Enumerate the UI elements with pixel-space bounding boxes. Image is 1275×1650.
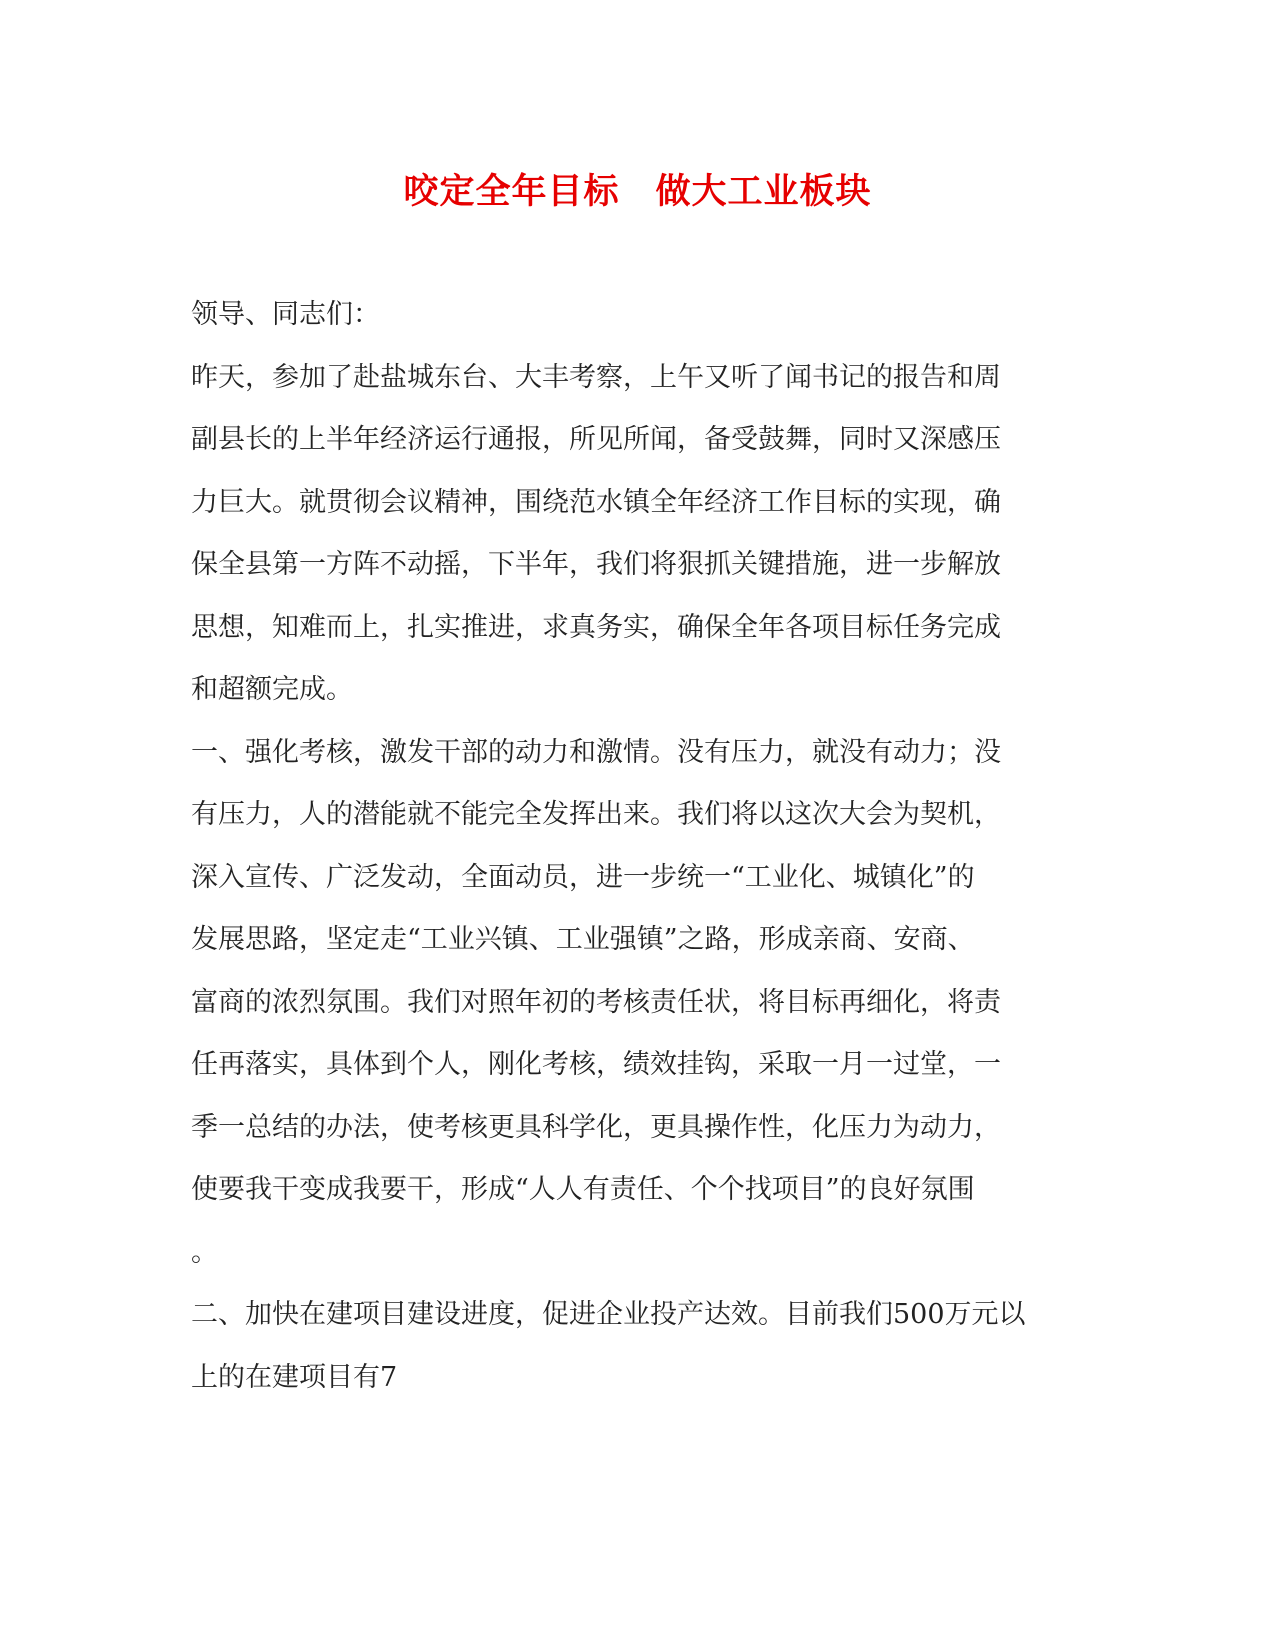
text-line: 。 xyxy=(191,1236,218,1268)
text-line: 任再落实，具体到个人，刚化考核，绩效挂钩，采取一月一过堂，一 xyxy=(191,1049,1001,1080)
text-line: 有压力，人的潜能就不能完全发挥出来。我们将以这次大会为契机， xyxy=(191,799,1001,830)
text-line: 思想，知难而上，扎实推进，求真务实，确保全年各项目标任务完成 xyxy=(191,611,1001,643)
document-body xyxy=(191,284,1071,1409)
paragraph-2 xyxy=(191,722,1071,1285)
text-line: 领导、同志们： xyxy=(191,299,380,330)
text-line: 昨天，参加了赴盐城东台、大丰考察，上午又听了闻书记的报告和周 xyxy=(191,361,1001,393)
text-line: 二、加快在建项目建设进度，促进企业投产达效。目前我们500万元以 xyxy=(191,1299,1026,1330)
text-line: 上的在建项目有7 xyxy=(191,1361,398,1393)
text-line: 富商的浓烈氛围。我们对照年初的考核责任状，将目标再细化，将责 xyxy=(191,986,1001,1018)
text-line: 深入宣传、广泛发动，全面动员，进一步统一“工业化、城镇化”的 xyxy=(191,861,975,893)
text-line: 和超额完成。 xyxy=(191,674,353,705)
document-title: 咬定全年目标 做大工业板块 xyxy=(403,171,872,212)
paragraph-1 xyxy=(191,347,1071,722)
text-line: 力巨大。就贯彻会议精神，围绕范水镇全年经济工作目标的实现，确 xyxy=(191,486,1001,518)
text-line: 保全县第一方阵不动摇，下半年，我们将狠抓关键措施，进一步解放 xyxy=(191,549,1001,580)
text-line: 发展思路，坚定走“工业兴镇、工业强镇”之路，形成亲商、安商、 xyxy=(191,924,975,955)
text-line: 副县长的上半年经济运行通报，所见所闻，备受鼓舞，同时又深感压 xyxy=(191,424,1001,455)
text-line: 使要我干变成我要干，形成“人人有责任、个个找项目”的良好氛围 xyxy=(191,1174,975,1205)
paragraph-3 xyxy=(191,1284,1071,1409)
text-line: 季一总结的办法，使考核更具科学化，更具操作性，化压力为动力， xyxy=(191,1111,1001,1143)
text-line: 一、强化考核，激发干部的动力和激情。没有压力，就没有动力；没 xyxy=(191,736,1001,768)
salutation xyxy=(191,284,1071,347)
